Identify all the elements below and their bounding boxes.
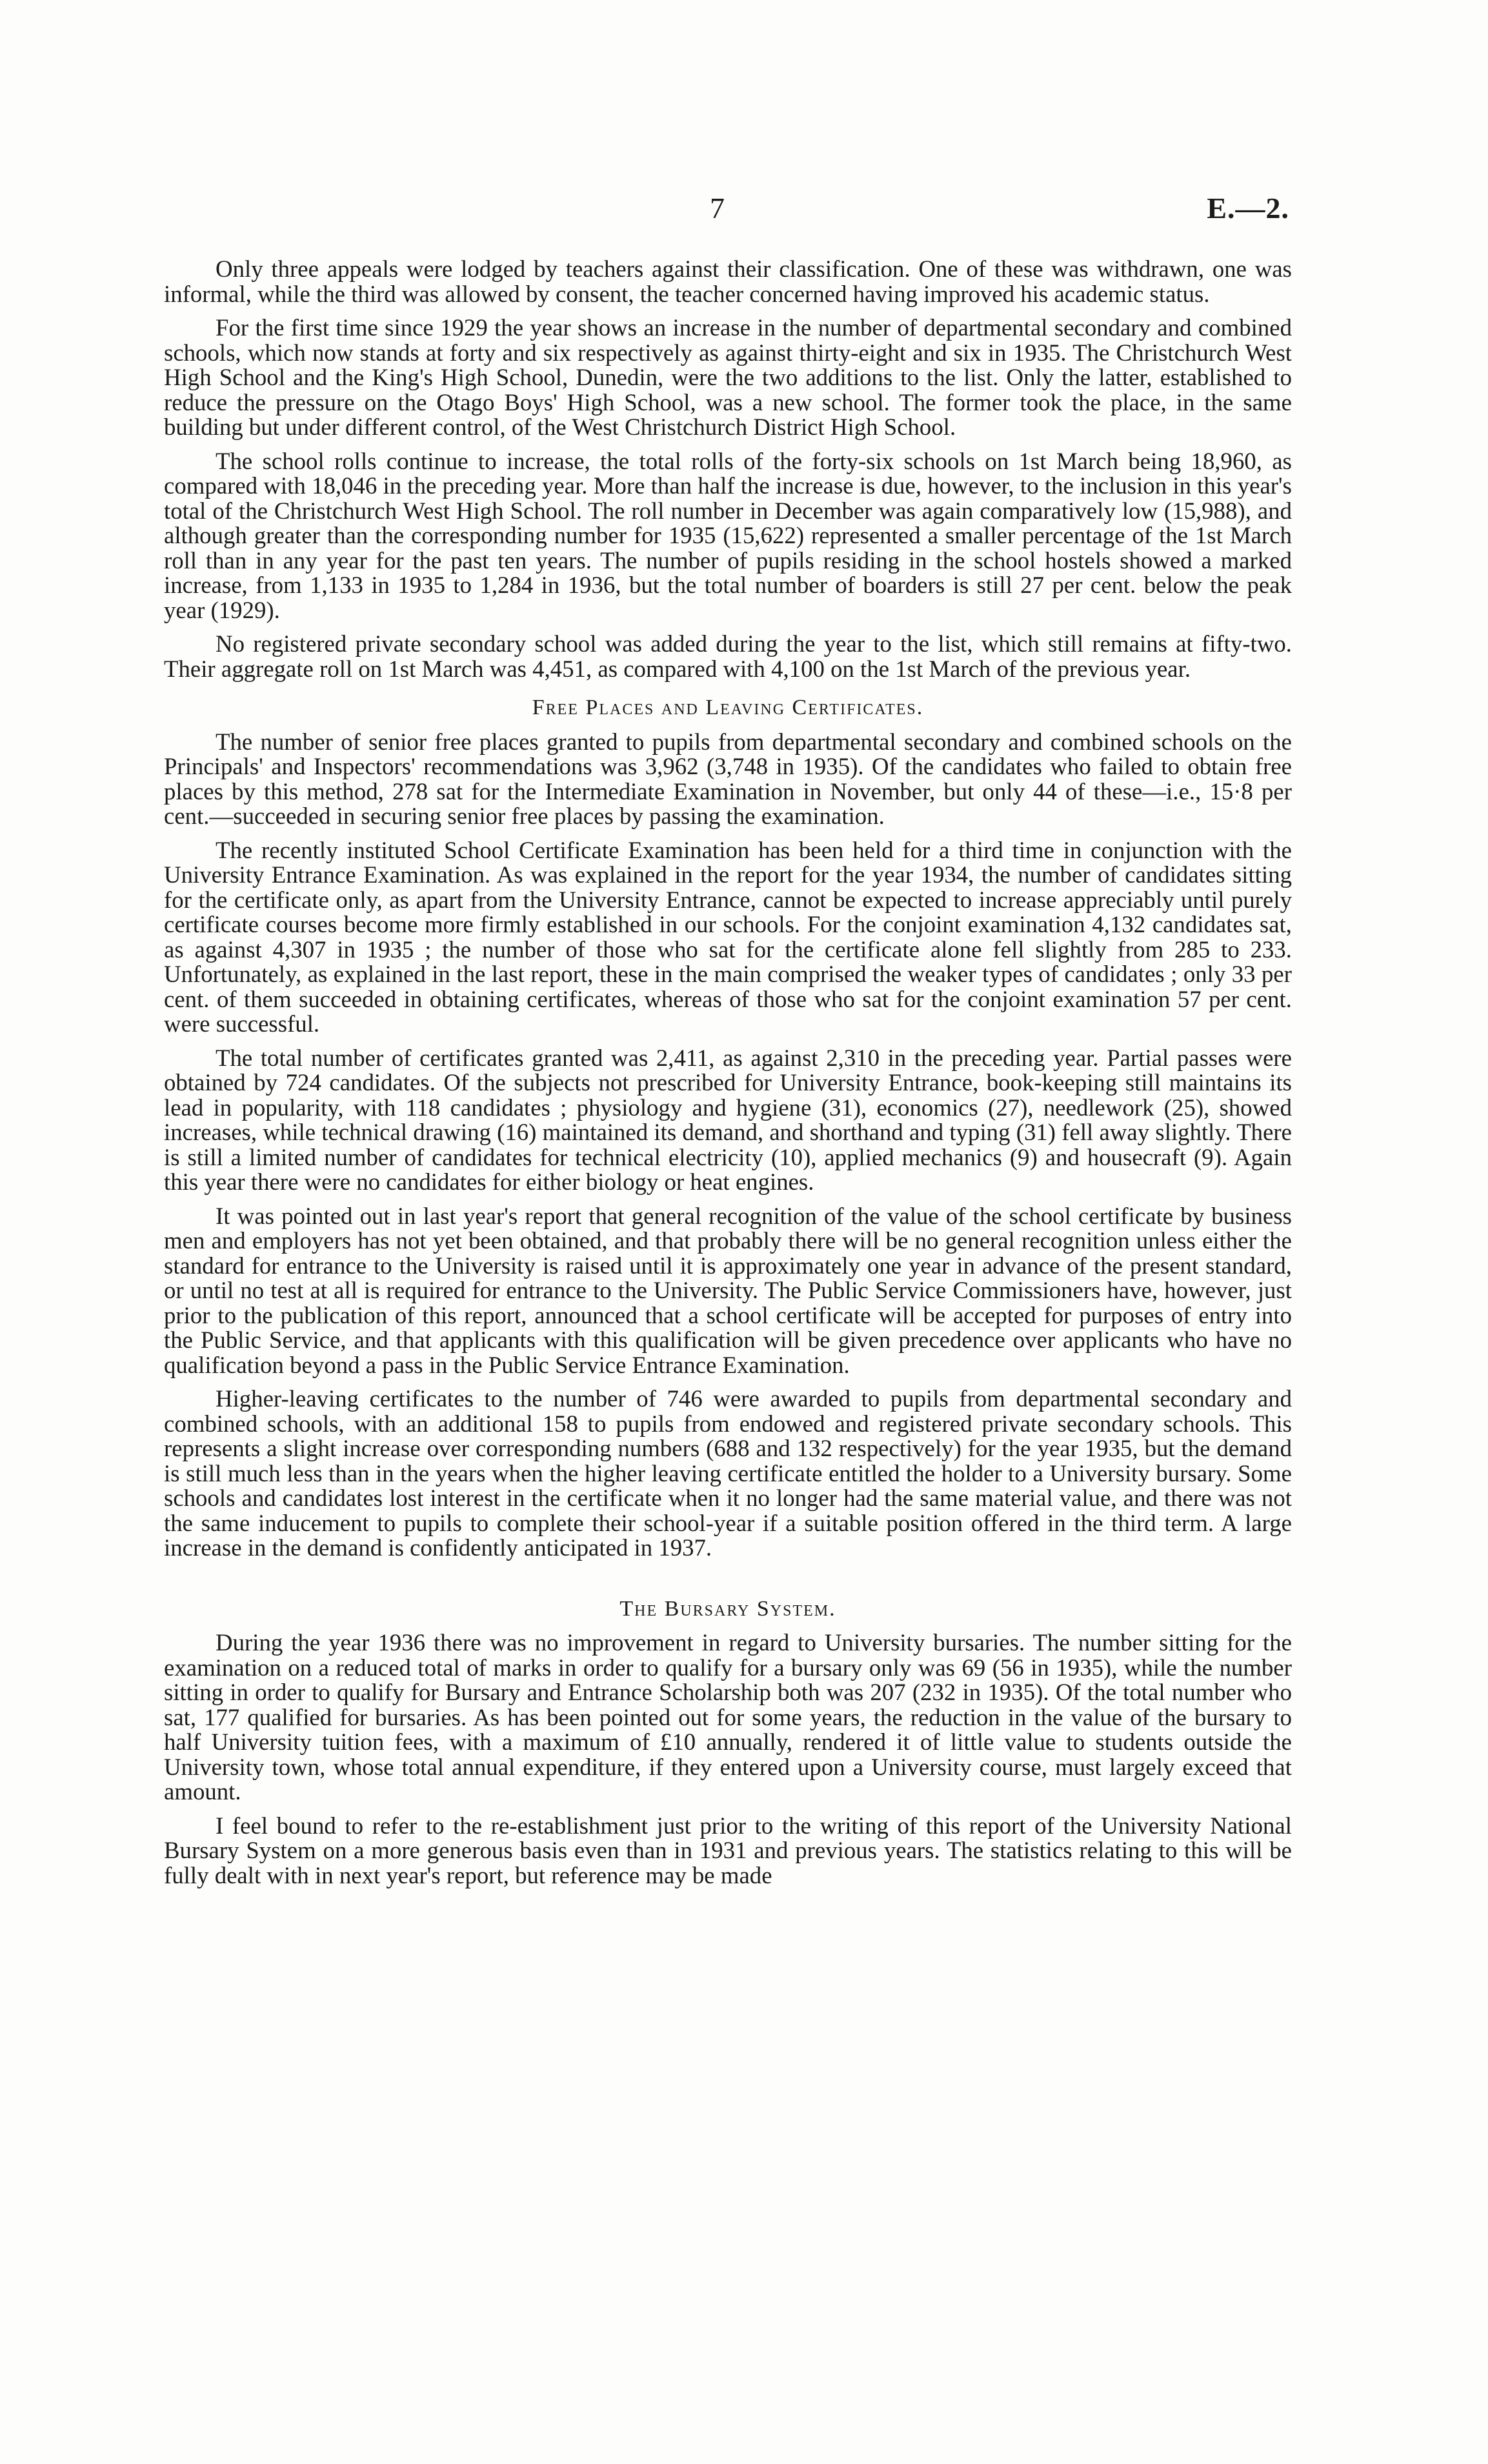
paragraph: Higher-leaving certificates to the number of 746 were awarded to pupils from departmental secondary and combined schools, with an additional 158 to pupils from endowed and registered private secondary schools. This represents a slight increase over corresponding numbers (688 and 132 respectively) for the year 1935, but the demand is still much less than in the years when the higher leaving certificate entitled the holder to a University bursary. Some schools and candidates lost interest in the certificate when it no longer had the same material value, and there was not the same inducement to pupils to complete their school-year if a suitable position offered in the third term. A large increase in the demand is confidently anticipated in 1937. [164, 1385, 1292, 1561]
paragraph: The number of senior free places granted to pupils from departmental secondary and combined schools on the Principals' and Inspectors' recommendations was 3,962 (3,748 in 1935). Of the candidates who failed to obtain free places by this method, 278 sat for the Intermediate Examination in November, but only 44 of these—i.e., 15·8 per cent.—succeeded in securing senior free places by passing the examination. [164, 728, 1292, 829]
paragraph: For the first time since 1929 the year shows an increase in the number of departmental secondary and combined schools, which now stands at forty and six respectively as against thirty-eight and six in 1935. The Christchurch West High School and the King's High School, Dunedin, were the two additions to the list. Only the latter, established to reduce the pressure on the Otago Boys' High School, was a new school. The former took the place, in the same building but under different control, of the West Christchurch District High School. [164, 314, 1292, 440]
paragraph: During the year 1936 there was no improvement in regard to University bursaries. The number sitting for the examination on a reduced total of marks in order to qualify for a bursary only was 69 (56 in 1935), while the number sitting in order to qualify for Bursary and Entrance Scholarship both was 207 (232 in 1935). Of the total number who sat, 177 qualified for bursaries. As has been pointed out for some years, the reduction in the value of the bursary to half University tuition fees, with a maximum of £10 annually, rendered it of little value to students outside the University town, whose total annual expenditure, if they entered upon a University course, must largely exceed that amount. [164, 1629, 1292, 1805]
paragraph: I feel bound to refer to the re-establishment just prior to the writing of this report of the University National Bursary System on a more generous basis even than in 1931 and previous years. The statistics relating to this will be fully dealt with in next year's report, but reference may be made [164, 1812, 1292, 1888]
section-heading-free-places: Free Places and Leaving Certificates. [532, 696, 924, 719]
page-number: 7 [710, 192, 725, 225]
paragraph: The school rolls continue to increase, the total rolls of the forty-six schools on 1st March being 18,960, as compared with 18,046 in the preceding year. More than half the increase is due, however, to the inclusion in this year's total of the Christchurch West High School. The roll number in December was again comparatively low (15,988), and although greater than the corresponding number for 1935 (15,622) represented a smaller percentage of the 1st March roll than in any year for the past ten years. The number of pupils residing in the school hostels showed a marked increase, from 1,133 in 1935 to 1,284 in 1936, but the total number of boarders is still 27 per cent. below the peak year (1929). [164, 447, 1292, 623]
paragraph: The total number of certificates granted was 2,411, as against 2,310 in the preceding year. Partial passes were obtained by 724 candidates. Of the subjects not prescribed for University Entrance, book-keeping still maintains its lead in popularity, with 118 candidates ; physiology and hygiene (31), economics (27), needlework (25), showed increases, while technical drawing (16) maintained its demand, and shorthand and typing (31) fell away slightly. There is still a limited number of candidates for technical electricity (10), applied mechanics (9) and housecraft (9). Again this year there were no candidates for either biology or heat engines. [164, 1044, 1292, 1195]
paragraph: It was pointed out in last year's report that general recognition of the value of the school certificate by business men and employers has not yet been obtained, and that probably there will be no general recognition unless either the standard for entrance to the University is raised until it is approximately one year in advance of the present standard, or until no test at all is required for entrance to the University. The Public Service Commissioners have, however, just prior to the publication of this report, announced that a school certificate will be accepted for purposes of entry into the Public Service, and that applicants with this qualification will be given precedence over applicants who have no qualification beyond a pass in the Public Service Entrance Examination. [164, 1202, 1292, 1378]
paragraph: The recently instituted School Certificate Examination has been held for a third time in conjunction with the University Entrance Examination. As was explained in the report for the year 1934, the number of candidates sitting for the certificate only, as apart from the University Entrance, cannot be expected to increase appreciably until purely certificate courses become more firmly established in our schools. For the conjoint examination 4,132 candidates sat, as against 4,307 in 1935 ; the number of those who sat for the certificate alone fell slightly from 285 to 233. Unfortunately, as explained in the last report, these in the main comprised the weaker types of candidates ; only 33 per cent. of them succeeded in obtaining certificates, whereas of those who sat for the conjoint examination 57 per cent. were successful. [164, 836, 1292, 1037]
section-heading-bursary-system: The Bursary System. [619, 1596, 836, 1621]
paragraph: No registered private secondary school was added during the year to the list, which still remains at fifty-two. Their aggregate roll on 1st March was 4,451, as compared with 4,100 on the 1st March of the previous year. [164, 630, 1292, 682]
page-header [0, 191, 1488, 230]
document-code: E.—2. [1207, 192, 1289, 225]
page-body [164, 257, 1292, 1897]
paragraph: Only three appeals were lodged by teachers against their classification. One of these was withdrawn, one was informal, while the third was allowed by consent, the teacher concerned having improved his academic status. [164, 255, 1292, 307]
